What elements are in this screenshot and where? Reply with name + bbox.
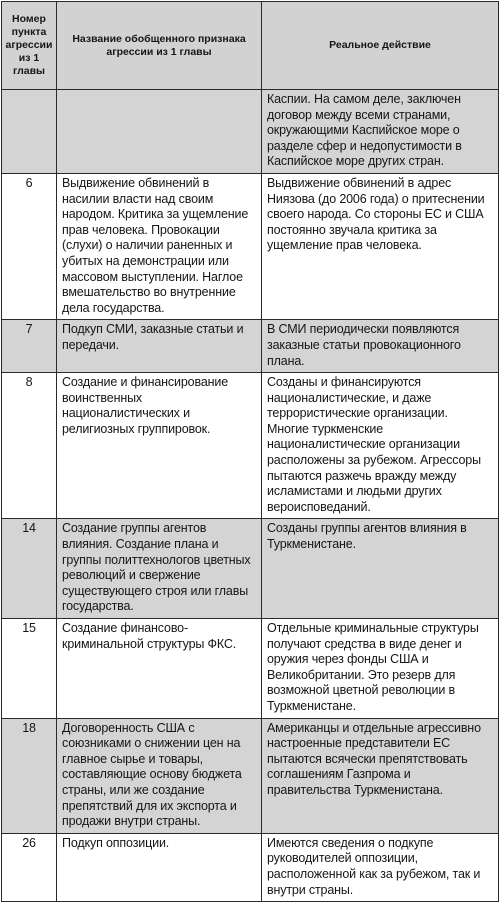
item-number-cell: 8 (2, 373, 57, 519)
item-number-cell: 18 (2, 718, 57, 833)
header-item-number: Номер пункта агрессии из 1 главы (2, 2, 57, 90)
action-cell: Созданы группы агентов влияния в Туркменистане. (262, 519, 499, 619)
sign-cell: Выдвижение обвинений в насилии власти над своим народом. Критика за ущемление прав человека. Провокации (слухи) о наличии раненных и убитых на демонстрации или массовом выступлении. Наглое вмешательство во внутренние дела государства. (57, 173, 262, 319)
table-row (2, 373, 499, 519)
sign-cell: Создание группы агентов влияния. Создание плана и группы политтехнологов цветных революций и свержение существующего строя или главы государства. (57, 519, 262, 619)
table-header-row (2, 2, 499, 90)
header-sign-name: Название обобщенного признака агрессии из 1 главы (57, 2, 262, 90)
sign-cell: Создание финансово-криминальной структуры ФКС. (57, 619, 262, 719)
action-cell: В СМИ периодически появляются заказные статьи провокационного плана. (262, 320, 499, 373)
action-cell: Каспии. На самом деле, заключен договор между всеми странами, окружающими Каспийское море о разделе сфер и недопустимости в Каспийское море других стран. (262, 90, 499, 174)
item-number-cell: 6 (2, 173, 57, 319)
sign-cell: Подкуп оппозиции. (57, 833, 262, 901)
action-cell: Выдвижение обвинений в адрес Ниязова (до 2006 года) о притеснении своего народа. Со стороны ЕС и США постоянно звучала критика за ущемление прав человека. (262, 173, 499, 319)
action-cell: Отдельные криминальные структуры получают средства в виде денег и оружия через фонды США и Великобритании. Это резерв для возможной цветной революции в Туркменистане. (262, 619, 499, 719)
item-number-cell (2, 90, 57, 174)
item-number-cell: 15 (2, 619, 57, 719)
sign-cell: Договоренность США с союзниками о снижении цен на главное сырье и товары, составляющие основу бюджета страны, или же создание препятствий для их экспорта и продажи внутри страны. (57, 718, 262, 833)
sign-cell: Подкуп СМИ, заказные статьи и передачи. (57, 320, 262, 373)
table-row (2, 90, 499, 174)
table-row (2, 619, 499, 719)
aggression-table (1, 1, 499, 902)
item-number-cell: 14 (2, 519, 57, 619)
action-cell: Созданы и финансируются националистические, и даже террористические организации. Многие туркменские националистические организации расположены за рубежом. Агрессоры пытаются разжечь вражду между исламистами и людьми других вероисповеданий. (262, 373, 499, 519)
table-row (2, 320, 499, 373)
action-cell: Американцы и отдельные агрессивно настроенные представители ЕС пытаются всячески препятствовать соглашениям Газпрома и правительства Туркменистана. (262, 718, 499, 833)
table-row (2, 833, 499, 901)
item-number-cell: 7 (2, 320, 57, 373)
item-number-cell: 26 (2, 833, 57, 901)
sign-cell (57, 90, 262, 174)
action-cell: Имеются сведения о подкупе руководителей оппозиции, расположенной как за рубежом, так и внутри страны. (262, 833, 499, 901)
table-row (2, 173, 499, 319)
sign-cell: Создание и финансирование воинственных националистических и религиозных группировок. (57, 373, 262, 519)
table-row (2, 519, 499, 619)
header-real-action: Реальное действие (262, 2, 499, 90)
table-row (2, 718, 499, 833)
